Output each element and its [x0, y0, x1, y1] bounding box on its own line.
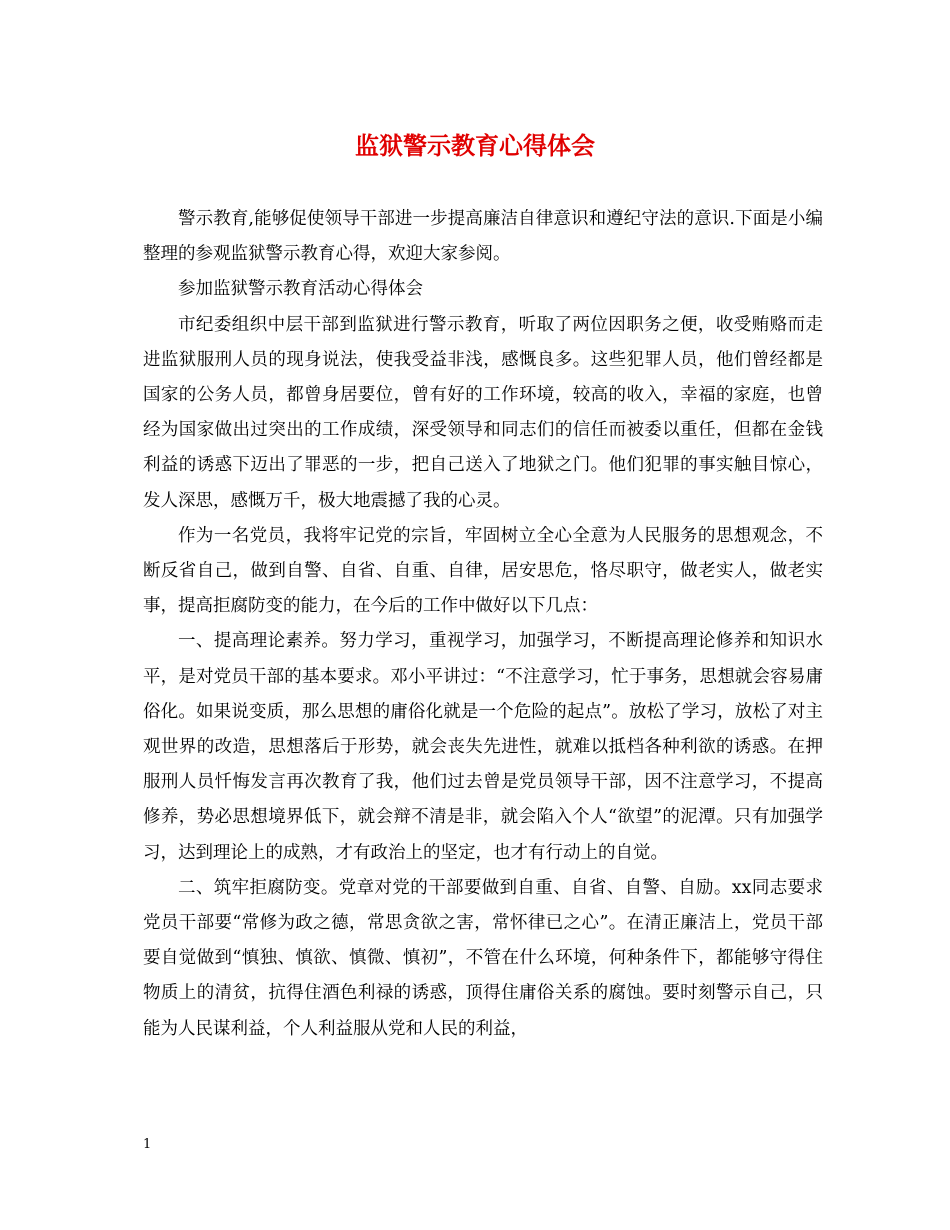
paragraph-visit: 市纪委组织中层干部到监狱进行警示教育，听取了两位因职务之便，收受贿赂而走进监狱服刑人员的现身说法，使我受益非浅，感慨良多。这些犯罪人员，他们曾经都是国家的公务人员，都曾身居要位，曾有好的工作环境，较高的收入，幸福的家庭，也曾经为国家做出过突出的工作成绩，深受领导和同志们的信任而被委以重任，但都在金钱利益的诱惑下迈出了罪恶的一步，把自己送入了地狱之门。他们犯罪的事实触目惊心，发人深思，感慨万千，极大地震撼了我的心灵。	[143, 314, 823, 511]
page-title: 监狱警示教育心得体会	[355, 131, 595, 160]
page-number: 1	[143, 1137, 152, 1152]
paragraph-point-one: 一、提高理论素养。努力学习，重视学习，加强学习，不断提高理论修养和知识水平，是对党员干部的基本要求。邓小平讲过：“不注意学习，忙于事务，思想就会容易庸俗化。如果说变质，那么思想的庸俗化就是一个危险的起点”。放松了学习，放松了对主观世界的改造，思想落后于形势，就会丧失先进性，就难以抵档各种利欲的诱惑。在押服刑人员忏悔发言再次教育了我，他们过去曾是党员领导干部，因不注意学习，不提高修养，势必思想境界低下，就会辩不清是非，就会陷入个人“欲望”的泥潭。只有加强学习，达到理论上的成熟，才有政治上的坚定，也才有行动上的自觉。	[143, 631, 823, 863]
paragraph-point-two: 二、筑牢拒腐防变。党章对党的干部要做到自重、自省、自警、自励。xx同志要求党员干部要“常修为政之德，常思贪欲之害，常怀律已之心”。在清正廉洁上，党员干部要自觉做到“慎独、慎欲、慎微、慎初”，不管在什么环境，何种条件下，都能够守得住物质上的清贫，抗得住酒色利禄的诱惑，顶得住庸俗关系的腐蚀。要时刻警示自己，只能为人民谋利益，个人利益服从党和人民的利益，	[143, 877, 823, 1039]
paragraph-commitment: 作为一名党员，我将牢记党的宗旨，牢固树立全心全意为人民服务的思想观念，不断反省自己，做到自警、自省、自重、自律，居安思危，恪尽职守，做老实人，做老实事，提高拒腐防变的能力，在今后的工作中做好以下几点：	[143, 525, 823, 617]
paragraph-intro: 警示教育,能够促使领导干部进一步提高廉洁自律意识和遵纪守法的意识.下面是小编整理的参观监狱警示教育心得，欢迎大家参阅。	[143, 209, 823, 265]
document-body	[143, 202, 823, 1047]
paragraph-subheading: 参加监狱警示教育活动心得体会	[178, 279, 423, 300]
